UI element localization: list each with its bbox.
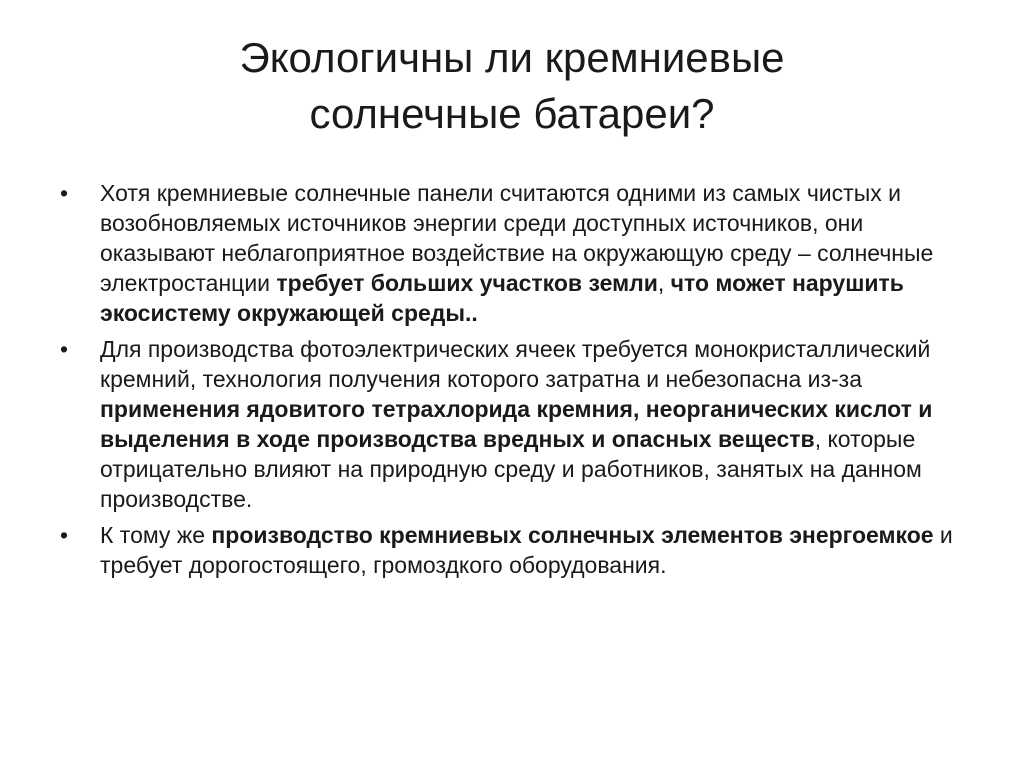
text-segment-bold: что может нарушить экосистему окружающей среды.. <box>100 270 904 326</box>
text-segment: Для производства фотоэлектрических ячеек требуется монокристаллический кремний, технология получения которого затратна и небезопасна из-за <box>100 336 931 392</box>
title-line-1: Экологичны ли кремниевые <box>239 34 785 81</box>
bullet-icon: • <box>60 522 69 548</box>
bullet-item <box>60 520 970 580</box>
bullet-icon: • <box>60 336 69 362</box>
title-line-2: солнечные батареи? <box>309 90 715 137</box>
bullet-item <box>60 334 970 514</box>
text-segment-bold: производство кремниевых солнечных элементов энергоемкое <box>211 522 934 548</box>
slide-title <box>60 30 964 142</box>
bullet-text <box>100 336 932 512</box>
text-segment: К тому же <box>100 522 212 548</box>
bullet-item <box>60 178 970 328</box>
bullet-icon: • <box>60 180 69 206</box>
bullet-text <box>100 522 953 578</box>
text-segment: и требует дорогостоящего, громоздкого оборудования. <box>100 522 953 578</box>
text-segment: Хотя кремниевые солнечные панели считаются одними из самых чистых и возобновляемых источников энергии среди доступных источников, они оказывают неблагоприятное воздействие на окружающую среду – солнечные электростанции <box>100 180 934 296</box>
text-segment-bold: применения ядовитого тетрахлорида кремния, неорганических кислот и выделения в ходе производства вредных и опасных веществ <box>100 396 933 452</box>
text-segment: , которые отрицательно влияют на природную среду и работников, занятых на данном производстве. <box>100 426 922 512</box>
text-segment: , <box>657 270 671 296</box>
bullet-text <box>100 180 933 326</box>
bullet-list <box>60 178 970 586</box>
text-segment-bold: требует больших участков земли <box>276 270 658 296</box>
